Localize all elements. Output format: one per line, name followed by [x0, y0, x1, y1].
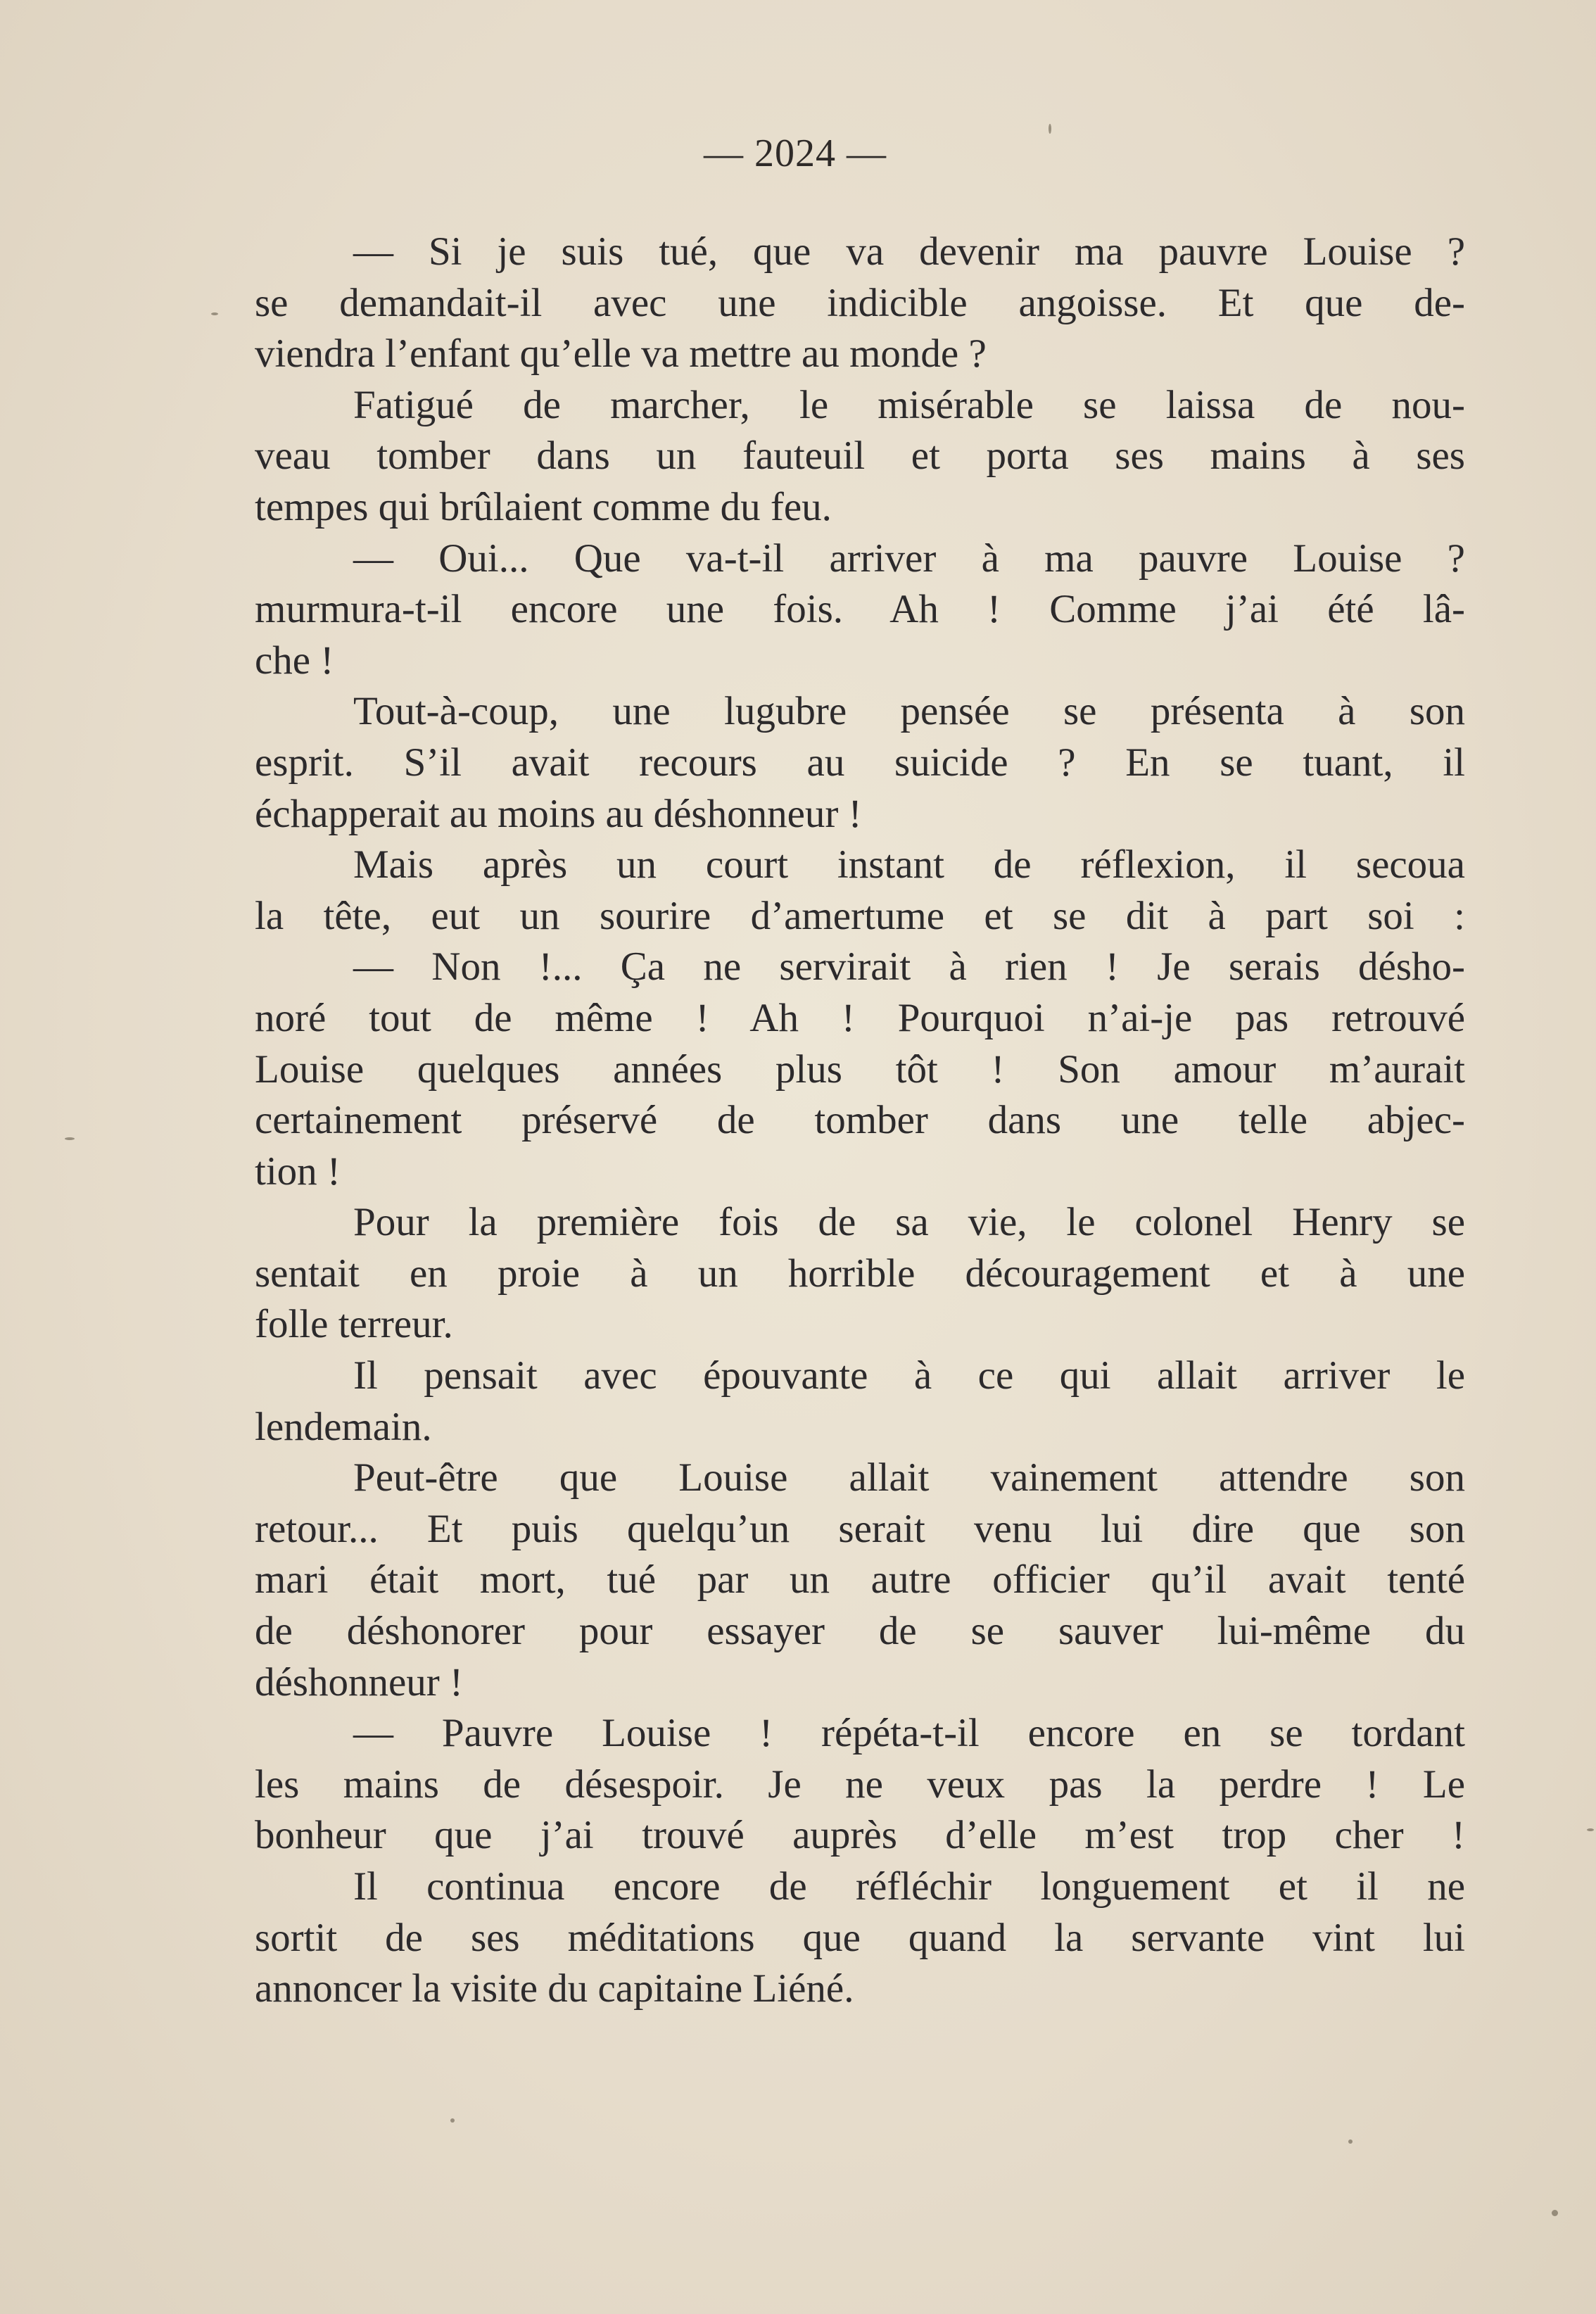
text-line: les mains de désespoir. Je ne veux pas la perdre ! Le — [255, 1762, 1465, 1807]
text-line: sentait en proie à un horrible découragement et à une — [255, 1251, 1465, 1296]
paper-speck — [1587, 1828, 1594, 1831]
text-line: Il pensait avec épouvante à ce qui allait arriver le — [353, 1353, 1465, 1398]
text-line: folle terreur. — [255, 1302, 453, 1347]
paper-speck — [450, 2118, 455, 2123]
text-line: Fatigué de marcher, le misérable se laissa de nou- — [353, 382, 1465, 427]
paper-speck — [1552, 2210, 1558, 2216]
text-line: bonheur que j’ai trouvé auprès d’elle m’est trop cher ! — [255, 1813, 1465, 1858]
text-line: échapperait au moins au déshonneur ! — [255, 791, 862, 836]
text-line: tion ! — [255, 1149, 341, 1194]
text-line: — Pauvre Louise ! répéta-t-il encore en se tordant — [353, 1711, 1465, 1756]
text-line: viendra l’enfant qu’elle va mettre au monde ? — [255, 331, 987, 377]
text-line: se demandait-il avec une indicible angoisse. Et que de- — [255, 280, 1465, 325]
text-line: mari était mort, tué par un autre officier qu’il avait tenté — [255, 1557, 1465, 1602]
paper-speck — [65, 1137, 75, 1140]
paper-speck — [211, 312, 218, 315]
text-line: Louise quelques années plus tôt ! Son amour m’aurait — [255, 1047, 1465, 1092]
text-line: sortit de ses méditations que quand la servante vint lui — [255, 1915, 1465, 1960]
paper-speck — [1049, 124, 1051, 134]
text-line: veau tomber dans un fauteuil et porta ses mains à ses — [255, 434, 1465, 479]
text-line: Pour la première fois de sa vie, le colonel Henry se — [353, 1200, 1465, 1245]
text-line: noré tout de même ! Ah ! Pourquoi n’ai-je pas retrouvé — [255, 995, 1465, 1040]
text-line: esprit. S’il avait recours au suicide ? En se tuant, il — [255, 740, 1465, 785]
text-line: déshonneur ! — [255, 1659, 463, 1705]
text-line: Mais après un court instant de réflexion, il secoua — [353, 842, 1465, 887]
page-number: — 2024 — — [704, 132, 887, 175]
text-line: — Oui... Que va-t-il arriver à ma pauvre Louise ? — [353, 536, 1465, 581]
body-text — [255, 227, 1465, 2015]
text-line: annoncer la visite du capitaine Liéné. — [255, 1966, 854, 2011]
text-line: lendemain. — [255, 1404, 432, 1449]
text-line: certainement préservé de tomber dans une telle abjec- — [255, 1098, 1465, 1143]
text-line: murmura-t-il encore une fois. Ah ! Comme j’ai été lâ- — [255, 587, 1465, 632]
text-line: tempes qui brûlaient comme du feu. — [255, 484, 832, 529]
text-line: che ! — [255, 638, 334, 683]
text-line: Tout-à-coup, une lugubre pensée se présenta à son — [353, 689, 1465, 734]
text-line: — Si je suis tué, que va devenir ma pauvre Louise ? — [353, 229, 1465, 274]
text-line: — Non !... Ça ne servirait à rien ! Je serais désho- — [353, 944, 1465, 990]
text-line: Peut-être que Louise allait vainement attendre son — [353, 1455, 1465, 1500]
paper-speck — [1348, 2139, 1353, 2144]
text-line: de déshonorer pour essayer de se sauver lui-même du — [255, 1609, 1465, 1654]
text-line: Il continua encore de réfléchir longuement et il ne — [353, 1864, 1465, 1909]
text-line: la tête, eut un sourire d’amertume et se dit à part soi : — [255, 893, 1465, 938]
text-line: retour... Et puis quelqu’un serait venu lui dire que son — [255, 1506, 1465, 1551]
